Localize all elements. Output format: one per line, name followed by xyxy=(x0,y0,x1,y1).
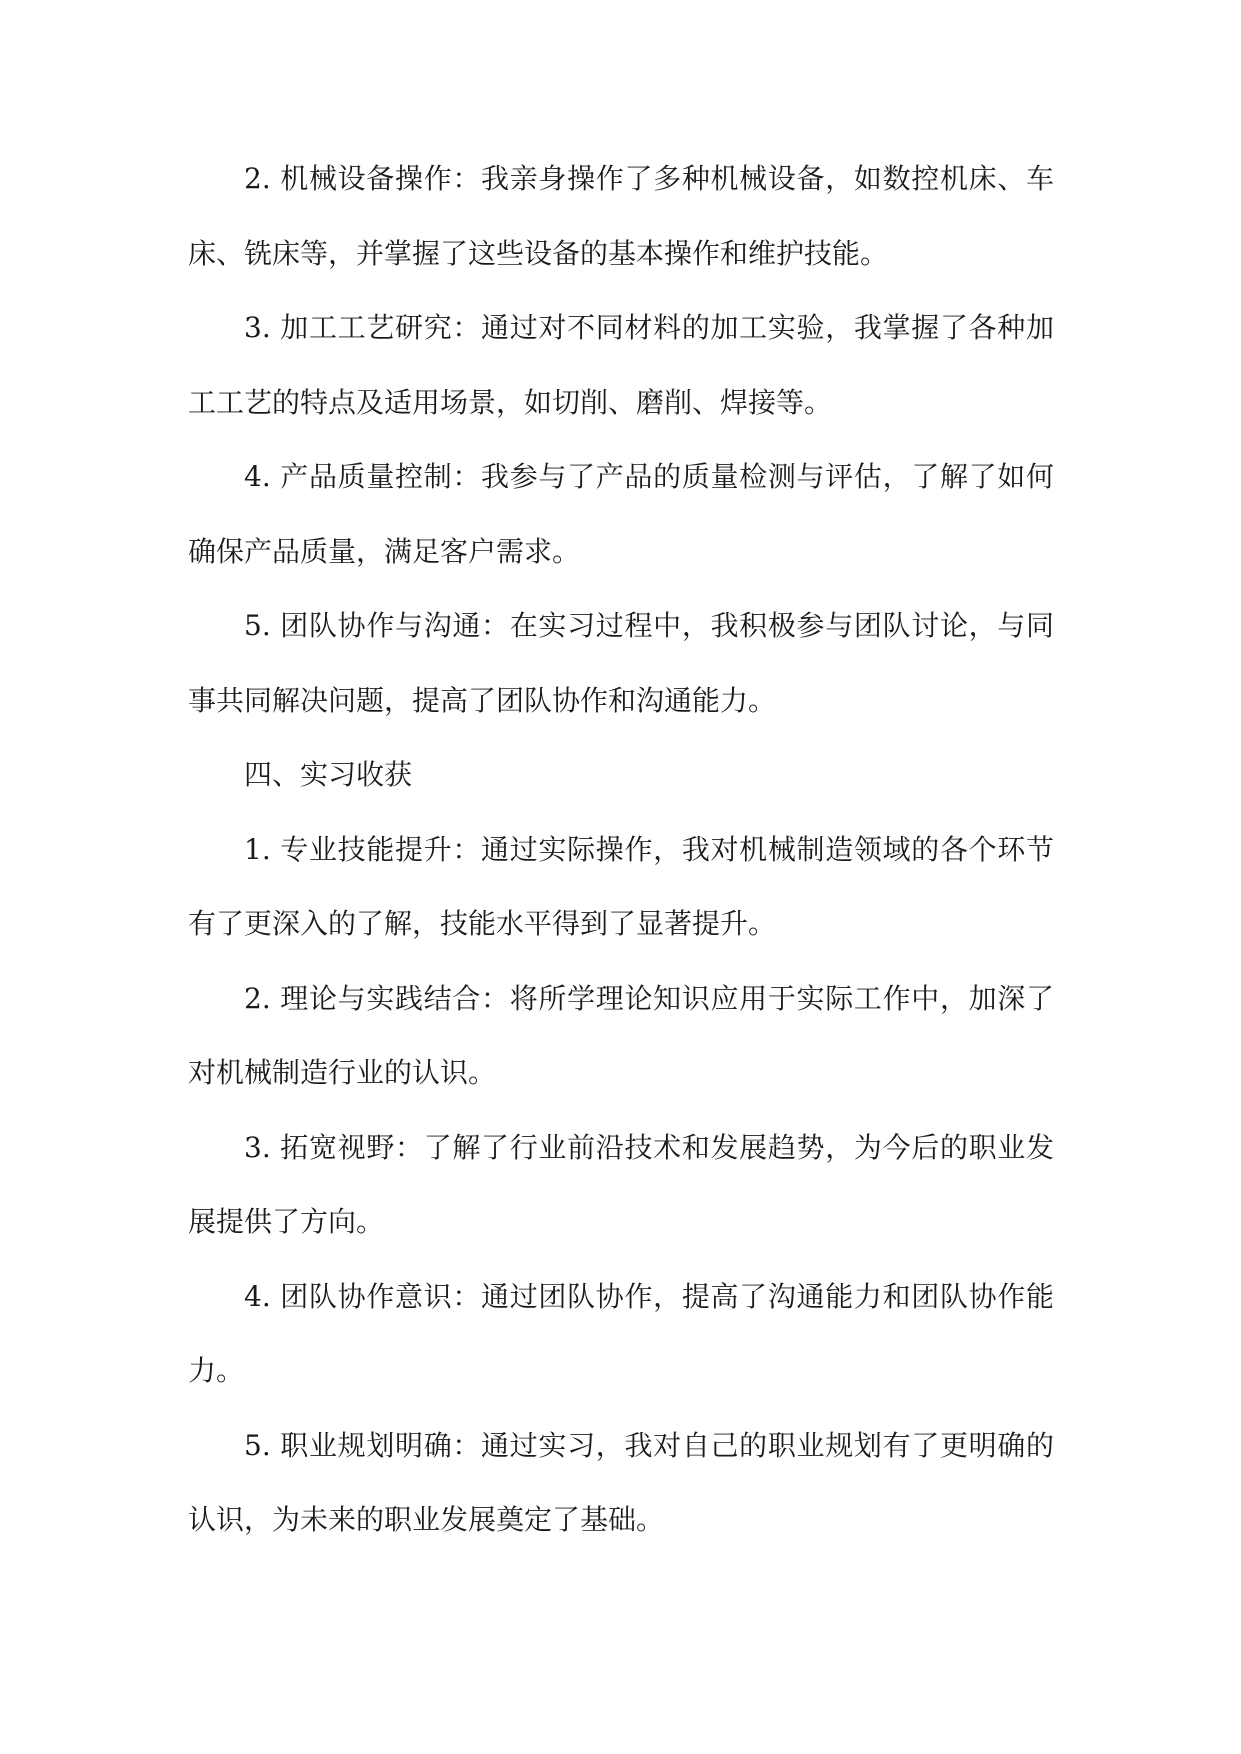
section-heading-internship-gains: 四、实习收获 xyxy=(244,758,413,791)
paragraph-teamwork-communication: 5. 团队协作与沟通：在实习过程中，我积极参与团队讨论，与同事共同解决问题，提高了团队协作和沟通能力。 xyxy=(188,609,1054,717)
paragraph-broaden-horizons: 3. 拓宽视野：了解了行业前沿技术和发展趋势，为今后的职业发展提供了方向。 xyxy=(188,1130,1054,1238)
paragraph-quality-control: 4. 产品质量控制：我参与了产品的质量检测与评估，了解了如何确保产品质量，满足客户需求。 xyxy=(188,460,1054,568)
paragraph-theory-practice: 2. 理论与实践结合：将所学理论知识应用于实际工作中，加深了对机械制造行业的认识。 xyxy=(188,981,1054,1089)
paragraph-skill-improvement: 1. 专业技能提升：通过实际操作，我对机械制造领域的各个环节有了更深入的了解，技能水平得到了显著提升。 xyxy=(188,832,1054,940)
paragraph-equipment-operation: 2. 机械设备操作：我亲身操作了多种机械设备，如数控机床、车床、铣床等，并掌握了这些设备的基本操作和维护技能。 xyxy=(188,162,1054,270)
document-body xyxy=(188,142,1054,1558)
paragraph-career-planning: 5. 职业规划明确：通过实习，我对自己的职业规划有了更明确的认识，为未来的职业发展奠定了基础。 xyxy=(188,1428,1054,1536)
paragraph-teamwork-awareness: 4. 团队协作意识：通过团队协作，提高了沟通能力和团队协作能力。 xyxy=(188,1279,1054,1387)
paragraph-process-research: 3. 加工工艺研究：通过对不同材料的加工实验，我掌握了各种加工工艺的特点及适用场景，如切削、磨削、焊接等。 xyxy=(188,311,1054,419)
